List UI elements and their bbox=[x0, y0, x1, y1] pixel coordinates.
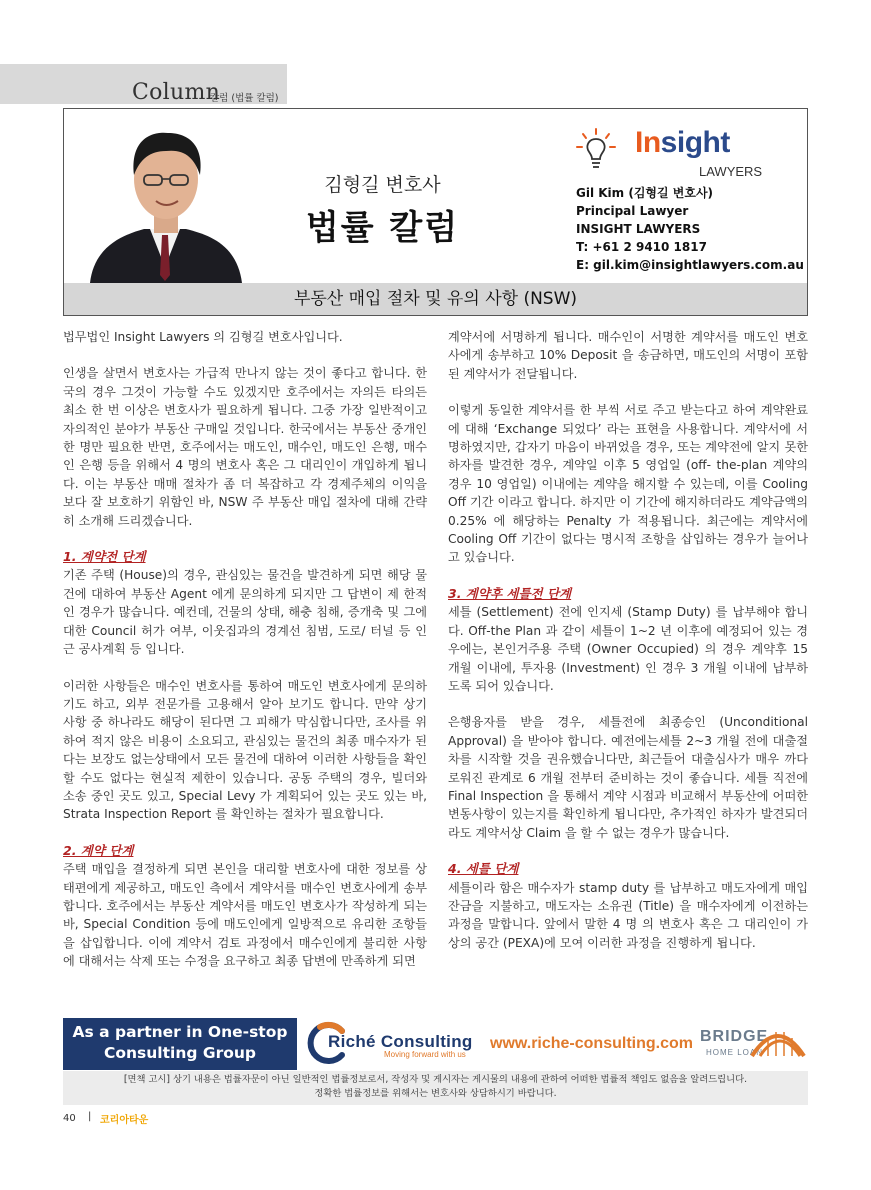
section3-paragraph-b: 은행융자를 받을 경우, 세틀전에 최종승인 (Unconditional Approval) 을 받아야 합니다. 예전에는세틀 2~3 개월 전에 대출절차를 시작할 것을 권유했습니다만, 최근들어 대출심사가 매우 까다로워진 관계로 6 개월 전부터 준비하는 것이 좋습니다. 세틀 직전에 Final Inspection 을 통해서 계약 시점과 비교해서 부동산에 어떠한 변동사항이 있는지를 확인하게 됩니다만, 추가적인 하자가 발견되더라도 계약서상 Claim 을 할 수 없는 경우가 많습니다. bbox=[448, 715, 808, 840]
intro-paragraph: 인생을 살면서 변호사는 가급적 만나지 않는 것이 좋다고 합니다. 한국의 경우 그것이 가능할 수도 있겠지만 호주에서는 자의든 타의든 최소 한 번 이상은 변호사가 필요하게 됩니다. 그중 가장 일반적이고 자의적인 분야가 부동산 구매일 것입니다. 한국에서는 부동산 중개인 한 명만 필요한 반면, 호주에서는 매도인, 매수인, 매도인 은행, 매수인 은행 등을 위해서 4 명의 변호사 혹은 그 대리인이 개입하게 됩니다. 이는 부동산 매매 절차가 좀 더 복잡하고 각 경제주체의 이익을 보다 잘 보호하기 위함인 바, NSW 주 부동산 매입 절차에 대해 간략히 소개해 드리겠습니다. bbox=[63, 366, 427, 528]
article-column-right bbox=[448, 328, 808, 952]
contact-name: Gil Kim (김형길 변호사) bbox=[576, 186, 714, 200]
bridge-arc-icon bbox=[748, 1022, 806, 1058]
intro-greeting: 법무법인 Insight Lawyers 의 김형길 변호사입니다. bbox=[63, 330, 343, 344]
insight-logo bbox=[635, 126, 730, 160]
partner-line-2: Consulting Group bbox=[103, 1044, 257, 1062]
section2-paragraph-cont: 계약서에 서명하게 됩니다. 매수인이 서명한 계약서를 매도인 변호사에게 송부하고 10% Deposit 을 송금하면, 매도인의 서명이 포함된 계약서가 전달됩니다. bbox=[448, 330, 808, 381]
disclaimer-line-1: [면책 고시] 상기 내용은 법률자문이 아닌 일반적인 법률정보로서, 작성자 및 게시자는 게시물의 내용에 관하여 어떠한 법률적 책임도 없음을 알려드립니다. bbox=[123, 1074, 748, 1085]
section3-paragraph-a: 세틀 (Settlement) 전에 인지세 (Stamp Duty) 를 납부해야 합니다. Off-the Plan 과 같이 세틀이 1~2 년 이후에 예정되어 있는 경우에는, 본인거주용 주택 (Owner Occupied) 의 경우 계약후 15 개월 이내에, 투자용 (Investment) 인 경우 3 개월 이내에 납부하도록 되어 있습니다. bbox=[448, 605, 808, 693]
column-label: Column bbox=[132, 80, 221, 105]
page-title: 법률 칼럼 bbox=[305, 208, 460, 248]
section2-paragraph-exchange: 이렇게 동일한 계약서를 한 부씩 서로 주고 받는다고 하여 계약완료에 대해 ‘Exchange 되었다’ 라는 표현을 사용합니다. 계약서에 서명하였지만, 갑자기 마음이 바뀌었을 경우, 또는 계약전에 알지 못한 하자를 발견한 경우, 계약일 이후 5 영업일 (off- the-plan 계약의 경우 10 영업일) 이내에는 계약을 해지할 수 있는데, 이를 Cooling Off 기간 이라고 합니다. 하지만 이 기간에 해지하더라도 계약금액의 0.25% 에 해당하는 Penalty 가 적용됩니다. 최근에는 계약서에 Cooling Off 기간이 없다는 명시적 조항을 삽입하는 경우가 늘어나고 있습니다. bbox=[448, 403, 808, 565]
contact-role: Principal Lawyer bbox=[576, 204, 689, 218]
riche-url-link[interactable]: www.riche-consulting.com bbox=[490, 1035, 693, 1052]
bridge-logo-subtext: HOME LOAN bbox=[706, 1048, 764, 1057]
section1-paragraph-b: 이러한 사항들은 매수인 변호사를 통하여 매도인 변호사에게 문의하기도 하고, 외부 전문가를 고용해서 알아 보기도 합니다. 만약 상기 사항 중 하나라도 해당이 된다면 그 피해가 막심합니다만, 조사를 위하여 적지 않은 비용이 소요되고, 관심있는 물건의 최종 매수자가 된다는 보장도 없는상태에서 모든 물건에 대하여 이러한 사항들을 확인할 수도 없다는 현실적 제한이 있습니다. 공동 주택의 경우, 빌더와 소송 중인 곳도 있고, Special Levy 가 계획되어 있는 곳도 있는 바, Strata Inspection Report 를 확인하는 절차가 필요합니다. bbox=[63, 678, 427, 822]
riche-tagline: Moving forward with us bbox=[384, 1050, 466, 1059]
contact-email[interactable]: E: gil.kim@insightlawyers.com.au bbox=[576, 258, 804, 272]
column-sublabel: 칼럼 (법률 칼럼) bbox=[210, 93, 279, 104]
logo-sight-part: sight bbox=[660, 126, 730, 159]
magazine-logo: 코리아타운 bbox=[100, 1115, 149, 1126]
partner-line-1: As a partner in One-stop bbox=[72, 1023, 288, 1041]
page-number: 40 bbox=[63, 1113, 76, 1124]
section-heading-4: 4. 세틀 단계 bbox=[448, 861, 519, 877]
disclaimer-line-2: 정확한 법률정보를 위해서는 변호사와 상담하시기 바랍니다. bbox=[314, 1088, 557, 1099]
page-separator: | bbox=[88, 1111, 92, 1122]
article-column-left bbox=[63, 328, 427, 971]
author-portrait bbox=[82, 117, 247, 283]
contact-firm: INSIGHT LAWYERS bbox=[576, 222, 701, 236]
contact-block bbox=[576, 184, 804, 274]
section4-paragraph: 세틀이라 함은 매수자가 stamp duty 를 납부하고 매도자에게 매입 잔금을 지불하고, 매도자는 소유권 (Title) 을 매수자에게 이전하는 과정을 말합니다. 앞에서 말한 4 명 의 변호사 혹은 그 대리인이 가상의 공간 (PEXA)에 모여 이러한 과정을 진행하게 됩니다. bbox=[448, 880, 808, 950]
article-subtitle: 부동산 매입 절차 및 유의 사항 (NSW) bbox=[293, 289, 578, 309]
bridge-logo-text: BRIDGE bbox=[700, 1028, 769, 1045]
section-heading-1: 1. 계약전 단계 bbox=[63, 549, 146, 565]
disclaimer bbox=[63, 1073, 808, 1101]
riche-consulting-name: Riché Consulting bbox=[328, 1032, 473, 1051]
author-name: 김형길 변호사 bbox=[324, 174, 441, 196]
section-heading-2: 2. 계약 단계 bbox=[63, 842, 134, 858]
logo-subtext: LAWYERS bbox=[699, 164, 763, 179]
section-heading-3: 3. 계약후 세틀전 단계 bbox=[448, 585, 572, 601]
partner-banner bbox=[63, 1018, 297, 1070]
contact-phone[interactable]: T: +61 2 9410 1817 bbox=[576, 240, 707, 254]
section1-paragraph-a: 기존 주택 (House)의 경우, 관심있는 물건을 발견하게 되면 해당 물건에 대하여 부동산 Agent 에게 문의하게 되지만 그 답변이 제 한적인 경우가 많습니다. 예컨데, 건물의 상태, 해충 침해, 증개축 및 그에 대한 Council 허가 여부, 이웃집과의 경계선 침범, 도로/ 터널 등 인근 공사계획 등 입니다. bbox=[63, 568, 427, 657]
section2-paragraph: 주택 매입을 결정하게 되면 본인을 대리할 변호사에 대한 정보를 상태편에게 제공하고, 매도인 측에서 계약서를 매수인 변호사에게 송부합니다. 호주에서는 부동산 계약서를 매도인 변호사가 작성하게 되는 바, Special Condition 등에 매도인에게 일방적으로 유리한 조항들을 삽입합니다. 이에 계약서 검토 과정에서 매수인에게 불리한 사항에 대해서는 삭제 또는 수정을 요구하고 최종 답변에 만족하게 되면 bbox=[63, 862, 427, 969]
lightbulb-icon bbox=[575, 127, 617, 171]
logo-in-part: In bbox=[635, 126, 661, 159]
